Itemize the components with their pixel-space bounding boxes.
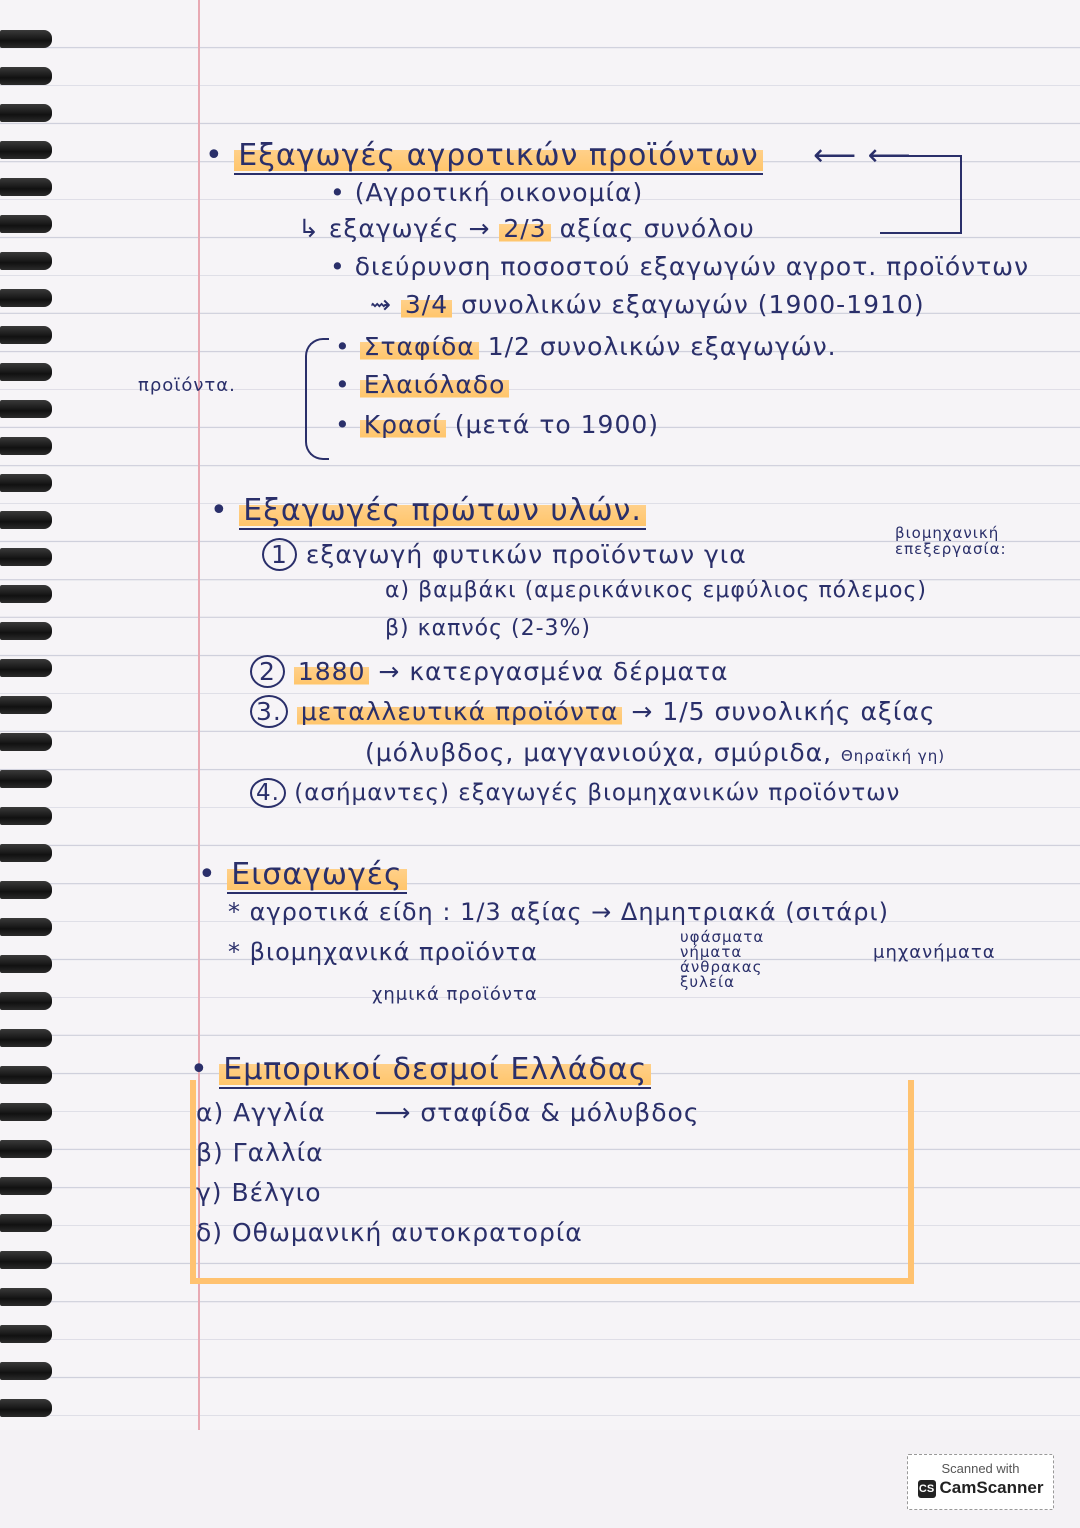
product-olive-oil: • Ελαιόλαδο [335, 370, 509, 399]
spiral-coil [0, 1177, 52, 1195]
camscanner-logo-icon: CS [918, 1480, 936, 1498]
section-title-agri-exports: • Εξαγωγές αγροτικών προϊόντων ⟵ ⟵ [205, 138, 912, 173]
agri-line-3: • διεύρυνση ποσοστού εξαγωγών αγροτ. προϊόντων [330, 252, 1030, 281]
product-wine: • Κρασί (μετά το 1900) [335, 410, 660, 439]
spiral-binding [0, 0, 58, 1430]
spiral-coil [0, 585, 52, 603]
raw-item-4: 4. (ασήμαντες) εξαγωγές βιομηχανικών προϊόντων [250, 780, 900, 806]
spiral-coil [0, 437, 52, 455]
spiral-coil [0, 659, 52, 677]
partner-ottoman: δ) Οθωμανική αυτοκρατορία [196, 1218, 583, 1247]
spiral-coil [0, 474, 52, 492]
imports-industrial: * βιομηχανικά προϊόντα [228, 938, 538, 966]
partner-france: β) Γαλλία [196, 1138, 324, 1167]
agri-line-1: • (Αγροτική οικονομία) [330, 178, 644, 207]
products-bracket [305, 338, 329, 460]
spiral-coil [0, 141, 52, 159]
spiral-coil [0, 1103, 52, 1121]
spiral-coil [0, 844, 52, 862]
spiral-coil [0, 733, 52, 751]
agri-line-4: ⇝ 3/4 συνολικών εξαγωγών (1900-1910) [370, 290, 925, 319]
spiral-coil [0, 1214, 52, 1232]
raw-item-1a: α) βαμβάκι (αμερικάνικος εμφύλιος πόλεμος) [385, 578, 928, 603]
spiral-coil [0, 252, 52, 270]
spiral-coil [0, 548, 52, 566]
spiral-coil [0, 1399, 52, 1417]
spiral-coil [0, 1325, 52, 1343]
spiral-coil [0, 289, 52, 307]
agri-line-2: ↳ εξαγωγές → 2/3 αξίας συνόλου [298, 214, 755, 243]
spiral-coil [0, 696, 52, 714]
partner-england: α) Αγγλία ⟶ σταφίδα & μόλυβδος [196, 1098, 700, 1127]
imports-chemicals: χημικά προϊόντα [372, 984, 538, 1005]
loop-arrow [880, 155, 962, 234]
product-raisin: • Σταφίδα 1/2 συνολικών εξαγωγών. [335, 332, 837, 361]
spiral-coil [0, 955, 52, 973]
spiral-coil [0, 363, 52, 381]
partner-belgium: γ) Βέλγιο [196, 1178, 322, 1207]
spiral-coil [0, 1029, 52, 1047]
spiral-coil [0, 622, 52, 640]
section-title-partners: • Εμπορικοί δεσμοί Ελλάδας [190, 1052, 651, 1087]
spiral-coil [0, 400, 52, 418]
spiral-coil [0, 770, 52, 788]
imports-agri: * αγροτικά είδη : 1/3 αξίας → Δημητριακά (σιτάρι) [228, 898, 889, 926]
spiral-coil [0, 326, 52, 344]
raw-item-1b: β) καπνός (2-3%) [385, 616, 591, 641]
products-side-label: προϊόντα. [138, 375, 236, 396]
spiral-coil [0, 215, 52, 233]
spiral-coil [0, 104, 52, 122]
raw-item-1: 1 εξαγωγή φυτικών προϊόντων για [262, 540, 747, 569]
spiral-coil [0, 992, 52, 1010]
spiral-coil [0, 1288, 52, 1306]
spiral-coil [0, 178, 52, 196]
spiral-coil [0, 881, 52, 899]
spiral-coil [0, 30, 52, 48]
industrial-processing-note: βιομηχανική επεξεργασία: [895, 524, 1007, 558]
raw-item-2: 2 1880 → κατεργασμένα δέρματα [250, 657, 729, 686]
raw-item-3: 3. μεταλλευτικά προϊόντα → 1/5 συνολικής αξίας [250, 697, 936, 726]
raw-item-3-list: (μόλυβδος, μαγγανιούχα, σμύριδα, Θηραϊκή γη) [365, 738, 946, 767]
spiral-coil [0, 67, 52, 85]
camscanner-watermark: Scanned with CS CamScanner [907, 1454, 1054, 1510]
spiral-coil [0, 1066, 52, 1084]
imports-industrial-list: υφάσματα νήματα άνθρακας ξυλεία [680, 928, 765, 991]
spiral-coil [0, 807, 52, 825]
imports-machinery: μηχανήματα [873, 942, 996, 963]
spiral-coil [0, 918, 52, 936]
spiral-coil [0, 511, 52, 529]
spiral-coil [0, 1140, 52, 1158]
spiral-coil [0, 1251, 52, 1269]
section-title-raw-exports: • Εξαγωγές πρώτων υλών. [210, 493, 646, 528]
section-title-imports: • Εισαγωγές [198, 857, 407, 892]
spiral-coil [0, 1362, 52, 1380]
